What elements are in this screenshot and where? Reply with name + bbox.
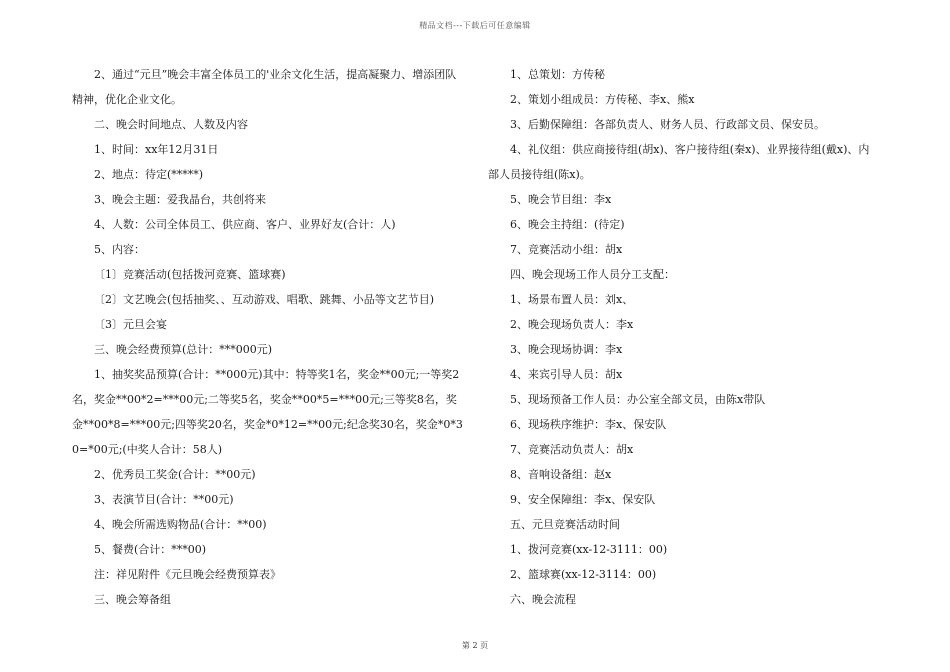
paragraph: 1、拨河竞赛(xx-12-3111：00) — [510, 543, 668, 556]
paragraph: 6、现场秩序维护：李x、保安队 — [510, 418, 667, 431]
page-number: 第 2 页 — [461, 641, 489, 650]
paragraph: 4、礼仪组：供应商接待组(胡x)、客户接待组(秦x)、业界接待组(戴x)、内部人员接待组(陈x)。 — [488, 143, 870, 181]
paragraph: 7、竞赛活动小组：胡x — [510, 243, 623, 256]
paragraph: 2、地点：待定(*****) — [94, 168, 204, 181]
paragraph: 〔3〕元旦会宴 — [94, 318, 167, 331]
paragraph: 3、晚会主题：爱我晶台，共创将来 — [94, 193, 266, 206]
paragraph: 3、后勤保障组：各部负责人、财务人员、行政部文员、保安员。 — [510, 118, 825, 131]
paragraph: 2、策划小组成员：方传秘、李x、熊x — [510, 93, 695, 106]
paragraph: 4、来宾引导人员：胡x — [510, 368, 623, 381]
paragraph: 6、晚会主持组：(待定) — [510, 218, 625, 231]
paragraph: 〔1〕竞赛活动(包括拨河竞赛、篮球赛) — [94, 268, 286, 281]
paragraph: 2、优秀员工奖金(合计：**00元) — [94, 468, 256, 481]
paragraph: 3、晚会现场协调：李x — [510, 343, 623, 356]
page-header: 精品文档---下载后可任意编辑 — [419, 21, 531, 30]
section-heading: 三、晚会筹备组 — [94, 593, 171, 606]
paragraph: 4、晚会所需选购物品(合计：**00) — [94, 518, 267, 531]
paragraph: 5、晚会节目组：李x — [510, 193, 612, 206]
paragraph: 〔2〕文艺晚会(包括抽奖、、互动游戏、唱歌、跳舞、小品等文艺节目) — [94, 293, 435, 306]
paragraph: 1、抽奖奖品预算(合计：**000元)其中：特等奖1名，奖金**00元;一等奖2名，奖金**00*2=***00元;二等奖5名，奖金**00*5=***00元;三等奖8名，奖金**00*8=***00元;四等奖20名，奖金*0*12=**00元;纪念奖30名，奖金*0*30=*00元;(中奖人合计：58人) — [72, 368, 463, 456]
paragraph: 5、内容： — [94, 243, 145, 256]
paragraph: 1、场景布置人员：刘x、 — [510, 293, 634, 306]
paragraph: 2、篮球赛(xx-12-3114：00) — [510, 568, 657, 581]
paragraph: 3、表演节目(合计：**00元) — [94, 493, 234, 506]
paragraph: 5、餐费(合计：***00) — [94, 543, 207, 556]
note: 注：祥见附件《元旦晚会经费预算表》 — [94, 568, 281, 581]
paragraph: 7、竞赛活动负责人：胡x — [510, 443, 634, 456]
section-heading: 四、晚会现场工作人员分工支配： — [510, 268, 675, 281]
paragraph: 9、安全保障组：李x、保安队 — [510, 493, 656, 506]
section-heading: 六、晚会流程 — [510, 593, 576, 606]
paragraph: 8、音响设备组：赵x — [510, 468, 612, 481]
paragraph: 5、现场预备工作人员：办公室全部文员，由陈x带队 — [510, 393, 766, 406]
paragraph: 4、人数：公司全体员工、供应商、客户、业界好友(合计：人) — [94, 218, 396, 231]
right-column — [488, 62, 880, 612]
section-heading: 五、元旦竞赛活动时间 — [510, 518, 620, 531]
section-heading: 二、晚会时间地点、人数及内容 — [94, 118, 248, 131]
paragraph: 1、总策划：方传秘 — [510, 68, 605, 81]
paragraph: 1、时间：xx年12月31日 — [94, 143, 219, 156]
left-column — [72, 62, 464, 612]
paragraph: 2、通过“元旦”晚会丰富全体员工的'业余文化生活，提高凝聚力、增添团队精神，优化企业文化。 — [72, 68, 457, 106]
paragraph: 2、晚会现场负责人：李x — [510, 318, 634, 331]
section-heading: 三、晚会经费预算(总计：***000元) — [94, 343, 273, 356]
